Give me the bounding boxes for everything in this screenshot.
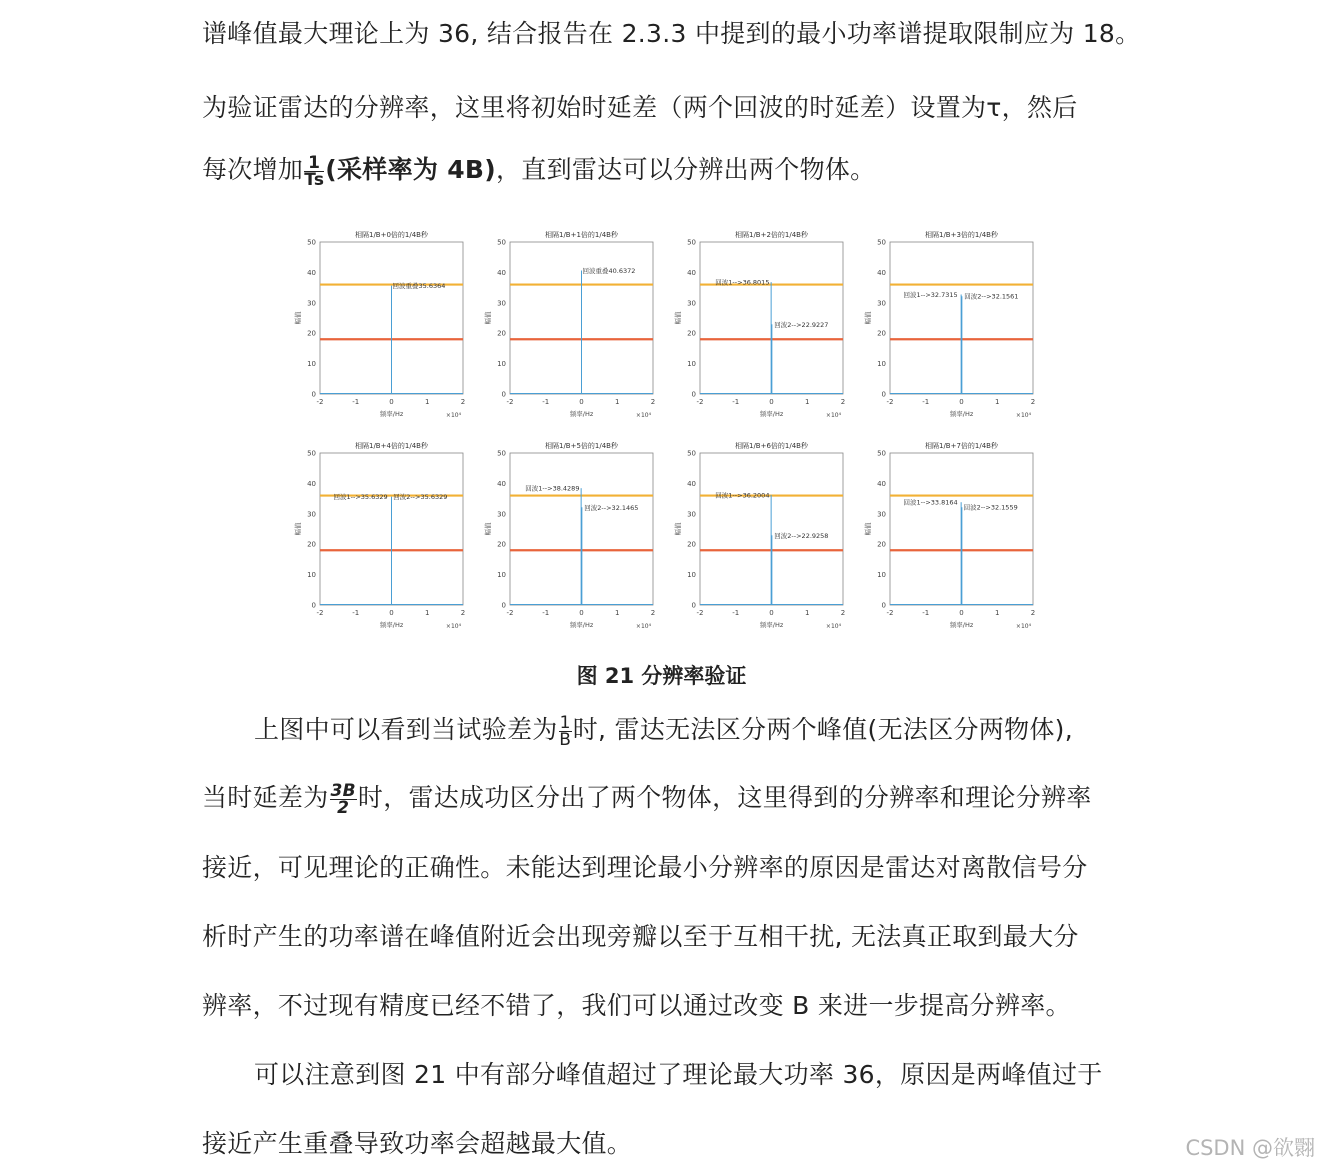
y-tick-label: 50	[497, 238, 506, 247]
x-tick-label: -2	[886, 609, 894, 617]
subplot-title: 相隔1/B+0倍的1/4B秒	[354, 231, 429, 239]
x-axis-label: 频率/Hz	[569, 621, 594, 629]
x-exponent-label: ×10⁴	[635, 623, 651, 630]
fraction-1-over-b	[559, 712, 572, 750]
y-axis-label: 幅值	[674, 311, 682, 325]
text-segment: 时, 雷达无法区分两个峰值(无法区分两物体),	[572, 715, 1073, 744]
x-exponent-label: ×10⁴	[825, 412, 841, 419]
x-tick-label: -2	[316, 398, 324, 406]
y-axis-label: 幅值	[674, 522, 682, 536]
text-segment-bold: (采样率为 4B)	[325, 155, 496, 184]
x-tick-label: 2	[1030, 398, 1036, 406]
x-exponent-label: ×10⁴	[635, 412, 651, 419]
y-tick-label: 50	[687, 238, 696, 247]
x-tick-label: 1	[425, 609, 430, 617]
peak-data-label: 回波重叠35.6364	[392, 282, 446, 291]
text-segment: 每次增加	[202, 155, 304, 184]
y-tick-label: 20	[877, 540, 886, 549]
x-tick-label: 1	[805, 609, 810, 617]
figure-21-spectra	[288, 222, 1048, 640]
y-tick-label: 0	[311, 601, 316, 610]
paragraph-line-5	[202, 778, 1092, 816]
x-axis-label: 频率/Hz	[379, 621, 404, 629]
x-tick-label: 2	[840, 398, 846, 406]
y-tick-label: 0	[691, 390, 696, 399]
x-tick-label: -1	[922, 398, 930, 406]
x-tick-label: 0	[579, 609, 584, 617]
x-exponent-label: ×10⁴	[825, 623, 841, 630]
paragraph-line-4	[254, 710, 1073, 748]
subplot-title: 相隔1/B+4倍的1/4B秒	[354, 442, 429, 450]
x-tick-label: -2	[316, 609, 324, 617]
x-axis-label: 频率/Hz	[759, 621, 784, 629]
y-tick-label: 0	[881, 601, 886, 610]
fraction-denominator: B	[559, 729, 572, 750]
peak-data-label: 回波1-->36.8015	[715, 278, 770, 287]
x-tick-label: 2	[650, 609, 656, 617]
peak-data-label: 回波2-->32.1465	[584, 503, 639, 512]
x-tick-label: -2	[886, 398, 894, 406]
x-tick-label: -1	[732, 609, 740, 617]
paragraph-line-1: 谱峰值最大理论上为 36, 结合报告在 2.3.3 中提到的最小功率谱提取限制应为 18。	[202, 19, 1141, 48]
fraction-numerator: 3B	[330, 780, 356, 801]
y-tick-label: 40	[307, 268, 316, 277]
y-tick-label: 40	[877, 479, 886, 488]
x-tick-label: -1	[352, 609, 360, 617]
y-tick-label: 40	[307, 479, 316, 488]
y-tick-label: 10	[877, 360, 886, 369]
peak-data-label: 回波1-->38.4289	[525, 484, 580, 493]
x-axis-label: 频率/Hz	[949, 621, 974, 629]
x-tick-label: 1	[805, 398, 810, 406]
fraction-numerator: 1	[304, 155, 324, 172]
x-axis-label: 频率/Hz	[569, 410, 594, 418]
paragraph-line-8: 辨率，不过现有精度已经不错了，我们可以通过改变 B 来进一步提高分辨率。	[202, 991, 1071, 1020]
peak-data-label: 回波1-->33.8164	[903, 498, 958, 507]
figure-caption: 图 21 分辨率验证	[576, 664, 747, 688]
y-axis-label: 幅值	[484, 522, 492, 536]
paragraph-line-3	[202, 150, 876, 188]
x-tick-label: 0	[769, 398, 774, 406]
x-tick-label: -1	[352, 398, 360, 406]
x-tick-label: 0	[769, 609, 774, 617]
subplot-title: 相隔1/B+6倍的1/4B秒	[734, 442, 809, 450]
y-tick-label: 40	[497, 479, 506, 488]
x-tick-label: -2	[696, 398, 704, 406]
x-tick-label: -1	[922, 609, 930, 617]
x-tick-label: -1	[542, 609, 550, 617]
y-tick-label: 50	[687, 449, 696, 458]
peak-data-label: 回波2-->22.9258	[774, 531, 829, 540]
y-axis-label: 幅值	[294, 311, 302, 325]
subplot-title: 相隔1/B+3倍的1/4B秒	[924, 231, 999, 239]
y-tick-label: 30	[687, 510, 696, 519]
text-segment: 上图中可以看到当试验差为	[254, 715, 558, 744]
peak-data-label: 回波1-->35.6329	[333, 493, 388, 502]
y-tick-label: 30	[307, 510, 316, 519]
y-axis-label: 幅值	[484, 311, 492, 325]
x-tick-label: 1	[995, 398, 1000, 406]
paragraph-line-10: 接近产生重叠导致功率会超越最大值。	[202, 1129, 633, 1158]
x-exponent-label: ×10⁴	[1015, 623, 1031, 630]
y-tick-label: 0	[881, 390, 886, 399]
x-exponent-label: ×10⁴	[1015, 412, 1031, 419]
subplot-title: 相隔1/B+7倍的1/4B秒	[924, 442, 999, 450]
fraction-1-over-ts	[304, 152, 325, 190]
x-tick-label: -2	[696, 609, 704, 617]
text-segment: 当时延差为	[202, 783, 329, 812]
y-tick-label: 40	[497, 268, 506, 277]
y-tick-label: 30	[877, 299, 886, 308]
y-tick-label: 20	[687, 540, 696, 549]
text-segment: ，直到雷达可以分辨出两个物体。	[495, 155, 876, 184]
peak-data-label: 回波1-->32.7315	[903, 290, 958, 299]
y-tick-label: 0	[501, 390, 506, 399]
y-tick-label: 10	[307, 360, 316, 369]
x-tick-label: 0	[579, 398, 584, 406]
x-tick-label: 1	[615, 398, 620, 406]
y-tick-label: 50	[877, 238, 886, 247]
x-tick-label: 0	[959, 609, 964, 617]
subplot-title: 相隔1/B+5倍的1/4B秒	[544, 442, 619, 450]
csdn-watermark: CSDN @欲翾	[1185, 1136, 1315, 1160]
x-exponent-label: ×10⁴	[445, 412, 461, 419]
peak-data-label: 回波2-->32.1559	[963, 503, 1018, 512]
peak-data-label: 回波1-->36.2004	[715, 491, 770, 500]
y-tick-label: 20	[307, 540, 316, 549]
y-tick-label: 10	[497, 571, 506, 580]
paragraph-line-6: 接近，可见理论的正确性。未能达到理论最小分辨率的原因是雷达对离散信号分	[202, 853, 1088, 882]
y-axis-label: 幅值	[294, 522, 302, 536]
x-tick-label: -2	[506, 609, 514, 617]
y-tick-label: 20	[497, 329, 506, 338]
y-tick-label: 10	[497, 360, 506, 369]
y-tick-label: 20	[497, 540, 506, 549]
x-tick-label: 0	[959, 398, 964, 406]
x-tick-label: 2	[460, 398, 466, 406]
y-tick-label: 50	[307, 238, 316, 247]
y-tick-label: 0	[691, 601, 696, 610]
y-tick-label: 50	[877, 449, 886, 458]
paragraph-line-7: 析时产生的功率谱在峰值附近会出现旁瓣以至于互相干扰, 无法真正取到最大分	[202, 922, 1079, 951]
x-tick-label: 0	[389, 398, 394, 406]
y-tick-label: 30	[307, 299, 316, 308]
text-segment: 时，雷达成功区分出了两个物体，这里得到的分辨率和理论分辨率	[357, 783, 1092, 812]
x-axis-label: 频率/Hz	[379, 410, 404, 418]
x-tick-label: 2	[1030, 609, 1036, 617]
peak-data-label: 回波2-->35.6329	[393, 493, 448, 502]
y-tick-label: 30	[497, 510, 506, 519]
y-tick-label: 50	[307, 449, 316, 458]
subplot-title: 相隔1/B+1倍的1/4B秒	[544, 231, 619, 239]
y-tick-label: 30	[497, 299, 506, 308]
x-tick-label: 1	[425, 398, 430, 406]
y-tick-label: 40	[687, 479, 696, 488]
y-tick-label: 20	[687, 329, 696, 338]
y-tick-label: 0	[501, 601, 506, 610]
y-tick-label: 20	[307, 329, 316, 338]
x-axis-label: 频率/Hz	[949, 410, 974, 418]
x-tick-label: -1	[542, 398, 550, 406]
y-tick-label: 40	[877, 268, 886, 277]
x-tick-label: 2	[650, 398, 656, 406]
y-tick-label: 30	[687, 299, 696, 308]
peak-data-label: 回波2-->22.9227	[774, 320, 829, 329]
x-tick-label: 2	[460, 609, 466, 617]
y-axis-label: 幅值	[864, 311, 872, 325]
y-tick-label: 40	[687, 268, 696, 277]
y-tick-label: 50	[497, 449, 506, 458]
x-tick-label: 2	[840, 609, 846, 617]
peak-data-label: 回波重叠40.6372	[582, 266, 636, 275]
paragraph-line-9: 可以注意到图 21 中有部分峰值超过了理论最大功率 36，原因是两峰值过于	[254, 1060, 1103, 1089]
x-exponent-label: ×10⁴	[445, 623, 461, 630]
paragraph-line-2: 为验证雷达的分辨率，这里将初始时延差（两个回波的时延差）设置为τ，然后	[202, 93, 1078, 122]
x-tick-label: 0	[389, 609, 394, 617]
x-tick-label: 1	[995, 609, 1000, 617]
subplot-title: 相隔1/B+2倍的1/4B秒	[734, 231, 809, 239]
fraction-denominator: Ts	[304, 169, 325, 190]
y-tick-label: 10	[687, 360, 696, 369]
fraction-numerator: 1	[559, 712, 571, 733]
fraction-3b-over-2	[330, 780, 357, 818]
fraction-denominator: 2	[337, 797, 350, 818]
y-axis-label: 幅值	[864, 522, 872, 536]
y-tick-label: 10	[877, 571, 886, 580]
y-tick-label: 10	[307, 571, 316, 580]
x-tick-label: -1	[732, 398, 740, 406]
x-axis-label: 频率/Hz	[759, 410, 784, 418]
x-tick-label: -2	[506, 398, 514, 406]
y-tick-label: 0	[311, 390, 316, 399]
peak-data-label: 回波2-->32.1561	[964, 292, 1019, 301]
x-tick-label: 1	[615, 609, 620, 617]
y-tick-label: 20	[877, 329, 886, 338]
y-tick-label: 10	[687, 571, 696, 580]
y-tick-label: 30	[877, 510, 886, 519]
